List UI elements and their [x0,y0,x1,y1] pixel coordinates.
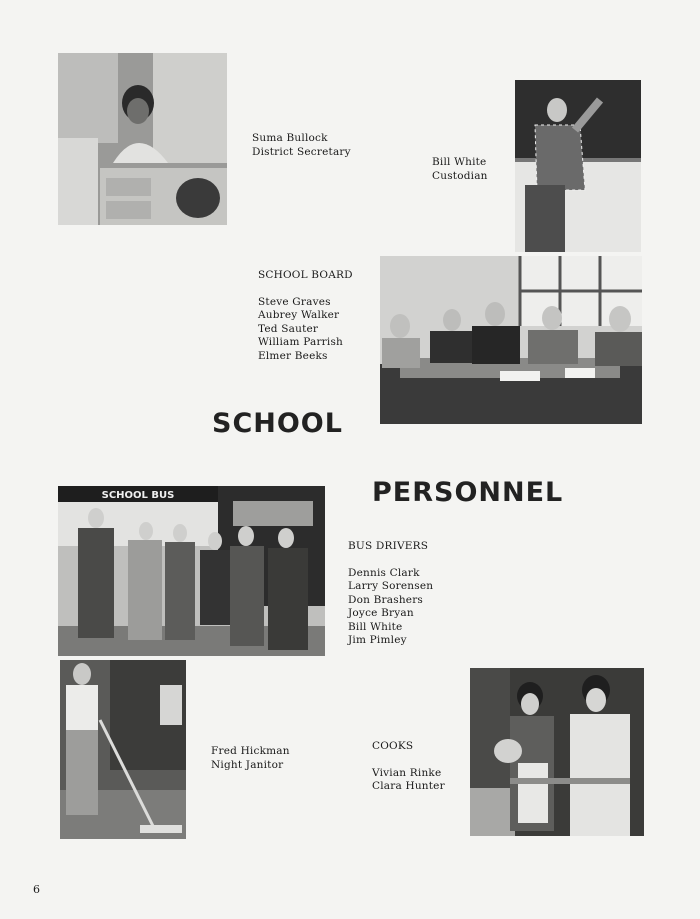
bus-driver: Larry Sorensen [348,580,434,592]
headline-personnel: PERSONNEL [372,477,564,508]
page-number: 6 [33,883,40,896]
custodian-caption [432,156,488,183]
night-janitor-caption [211,745,290,772]
school-board-member: Steve Graves [258,295,331,308]
secretary-title: District Secretary [252,145,351,158]
custodian-title: Custodian [432,169,488,182]
bus-driver: Jim Pimley [348,634,407,646]
bus-driver: Don Brashers [348,593,424,606]
school-board-member: Elmer Beeks [258,349,328,362]
school-board-heading: SCHOOL BOARD [258,269,353,281]
custodian-name: Bill White [432,156,487,168]
secretary-photo [58,53,227,225]
night-janitor-photo [60,660,186,839]
school-board-caption [258,269,353,363]
school-board-member: Aubrey Walker [258,309,340,321]
custodian-photo [515,80,641,252]
night-janitor-name: Fred Hickman [211,745,290,757]
night-janitor-title: Night Janitor [211,758,284,771]
bus-driver: Bill White [348,620,403,633]
headline-school: SCHOOL [212,408,343,439]
school-board-member: William Parrish [258,336,343,348]
cooks-caption [372,740,445,794]
cook: Vivian Rinke [372,766,442,779]
bus-driver: Dennis Clark [348,566,420,579]
school-board-member: Ted Sauter [258,322,319,335]
bus-driver: Joyce Bryan [348,607,414,619]
secretary-caption [252,132,351,159]
secretary-name: Suma Bullock [252,132,328,144]
bus-sign: SCHOOL BUS [101,490,175,501]
bus-drivers-photo [58,486,325,656]
cook: Clara Hunter [372,780,445,792]
bus-drivers-heading: BUS DRIVERS [348,540,429,552]
bus-drivers-caption [348,540,433,648]
cooks-heading: COOKS [372,740,414,752]
school-board-photo [380,256,642,424]
cooks-photo [470,668,644,836]
